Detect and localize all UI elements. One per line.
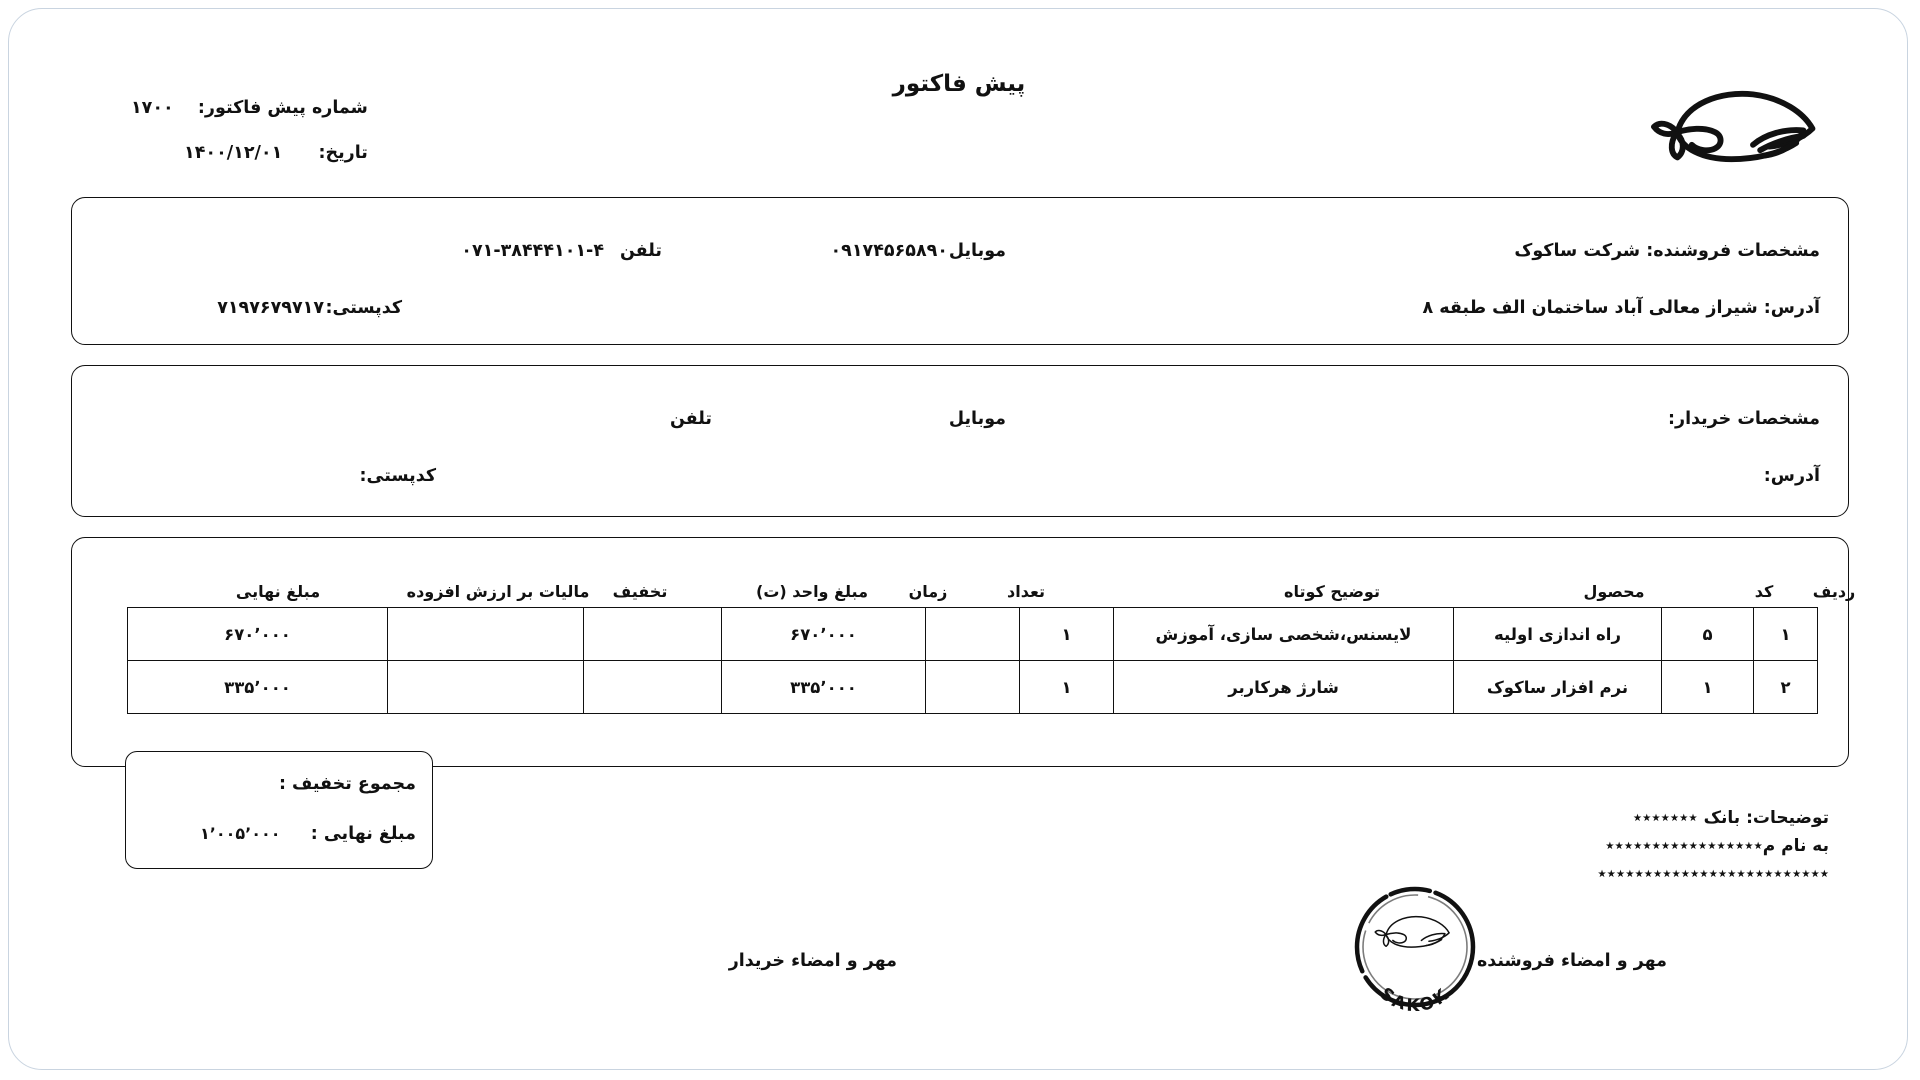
invoice-page [8, 8, 1908, 1070]
cell-row-no: ۲ [1754, 661, 1818, 714]
buyer-info-panel [71, 365, 1849, 517]
col-header-code: کد [1754, 582, 1774, 601]
seller-phone-value: ۰۷۱-۳۸۴۴۴۱۰۱-۴ [461, 241, 604, 261]
total-discount-label: مجموع تخفیف : [278, 774, 416, 794]
cell-short-desc: لایسنس،شخصی سازی، آموزش [1114, 608, 1454, 661]
cell-quantity: ۱ [1020, 661, 1114, 714]
totals-box [125, 751, 433, 869]
invoice-number-line [131, 97, 368, 120]
svg-text:SAKOK [1376, 984, 1455, 1016]
col-header-short-desc: توضیح کوتاه [1284, 582, 1380, 601]
seller-address: آدرس: شیراز معالی آباد ساختمان الف طبقه ۸ [1422, 298, 1820, 318]
invoice-number-value: ۱۷۰۰ [131, 98, 174, 118]
stamp-text: SAKOK [1375, 983, 1455, 1017]
buyer-signature-label: مهر و امضاء خریدار [728, 951, 897, 971]
cell-unit-price: ۳۳۵٬۰۰۰ [722, 661, 926, 714]
table-row [128, 661, 1818, 714]
cell-discount [584, 661, 722, 714]
cell-product: راه اندازی اولیه [1454, 608, 1662, 661]
buyer-address-label: آدرس: [1763, 466, 1820, 486]
cell-discount [584, 608, 722, 661]
cell-code: ۱ [1662, 661, 1754, 714]
cell-short-desc: شارژ هرکاربر [1114, 661, 1454, 714]
bank-notes [1597, 804, 1829, 888]
col-header-unit-price: مبلغ واحد (ت) [756, 582, 868, 601]
seller-row-bottom [72, 295, 1848, 321]
cell-unit-price: ۶۷۰٬۰۰۰ [722, 608, 926, 661]
invoice-number-label: شماره پیش فاکتور: [197, 98, 368, 118]
col-header-quantity: تعداد [1007, 582, 1045, 601]
bank-notes-line-3: ٭٭٭٭٭٭٭٭٭٭٭٭٭٭٭٭٭٭٭٭٭٭٭٭٭ [1597, 864, 1829, 885]
buyer-row-bottom [72, 463, 1848, 489]
cell-vat [388, 661, 584, 714]
seller-mobile-value: ۰۹۱۷۴۵۶۵۸۹۰ [830, 241, 948, 261]
seller-mobile-label: موبایل [948, 241, 1006, 261]
items-table-body [128, 608, 1818, 714]
col-header-row-no: ردیف [1812, 582, 1856, 601]
col-header-final-amount: مبلغ نهایی [235, 582, 321, 601]
col-header-product: محصول [1583, 582, 1645, 601]
seller-info-panel [71, 197, 1849, 345]
buyer-section-title: مشخصات خریدار: [1668, 409, 1820, 429]
cell-code: ۵ [1662, 608, 1754, 661]
bank-notes-line-2: به نام م٭٭٭٭٭٭٭٭٭٭٭٭٭٭٭٭٭ [1605, 836, 1829, 857]
buyer-row-top [72, 406, 1848, 432]
invoice-date-line [131, 142, 368, 165]
seller-signature-label: مهر و امضاء فروشنده [1476, 951, 1667, 971]
cell-final-amount: ۳۳۵٬۰۰۰ [128, 661, 388, 714]
table-row [128, 608, 1818, 661]
items-table [127, 607, 1818, 714]
total-final-value: ۱٬۰۰۵٬۰۰۰ [200, 824, 281, 843]
sakok-round-stamp-icon [1341, 867, 1489, 1027]
buyer-mobile-label: موبایل [948, 409, 1006, 429]
seller-name: مشخصات فروشنده: شرکت ساکوک [1514, 241, 1820, 261]
cell-quantity: ۱ [1020, 608, 1114, 661]
cell-row-no: ۱ [1754, 608, 1818, 661]
seller-postal-value: ۷۱۹۷۶۷۹۷۱۷ [217, 298, 324, 318]
bank-notes-line-1: توضیحات: بانک ٭٭٭٭٭٭٭ [1632, 808, 1829, 828]
col-header-time: زمان [908, 582, 948, 601]
buyer-phone-label: تلفن [669, 409, 712, 429]
seller-postal-label: کدپستی: [325, 298, 402, 318]
seller-phone-label: تلفن [619, 241, 662, 261]
sakok-bird-leaf-logo-icon [1645, 81, 1825, 169]
seller-row-top [72, 238, 1848, 264]
invoice-date-label: تاریخ: [318, 142, 368, 163]
cell-time [926, 608, 1020, 661]
col-header-vat: مالیات بر ارزش افزوده [406, 582, 590, 601]
cell-vat [388, 608, 584, 661]
invoice-meta [131, 97, 368, 187]
total-discount-row [126, 770, 432, 798]
cell-time [926, 661, 1020, 714]
cell-product: نرم افزار ساکوک [1454, 661, 1662, 714]
total-final-row [126, 820, 432, 848]
total-final-label: مبلغ نهایی : [310, 824, 416, 844]
invoice-date-value: ۱۴۰۰/۱۲/۰۱ [184, 142, 283, 163]
buyer-postal-label: کدپستی: [359, 466, 436, 486]
col-header-discount: تخفیف [612, 582, 668, 601]
cell-final-amount: ۶۷۰٬۰۰۰ [128, 608, 388, 661]
page-title: پیش فاکتور [892, 71, 1026, 97]
